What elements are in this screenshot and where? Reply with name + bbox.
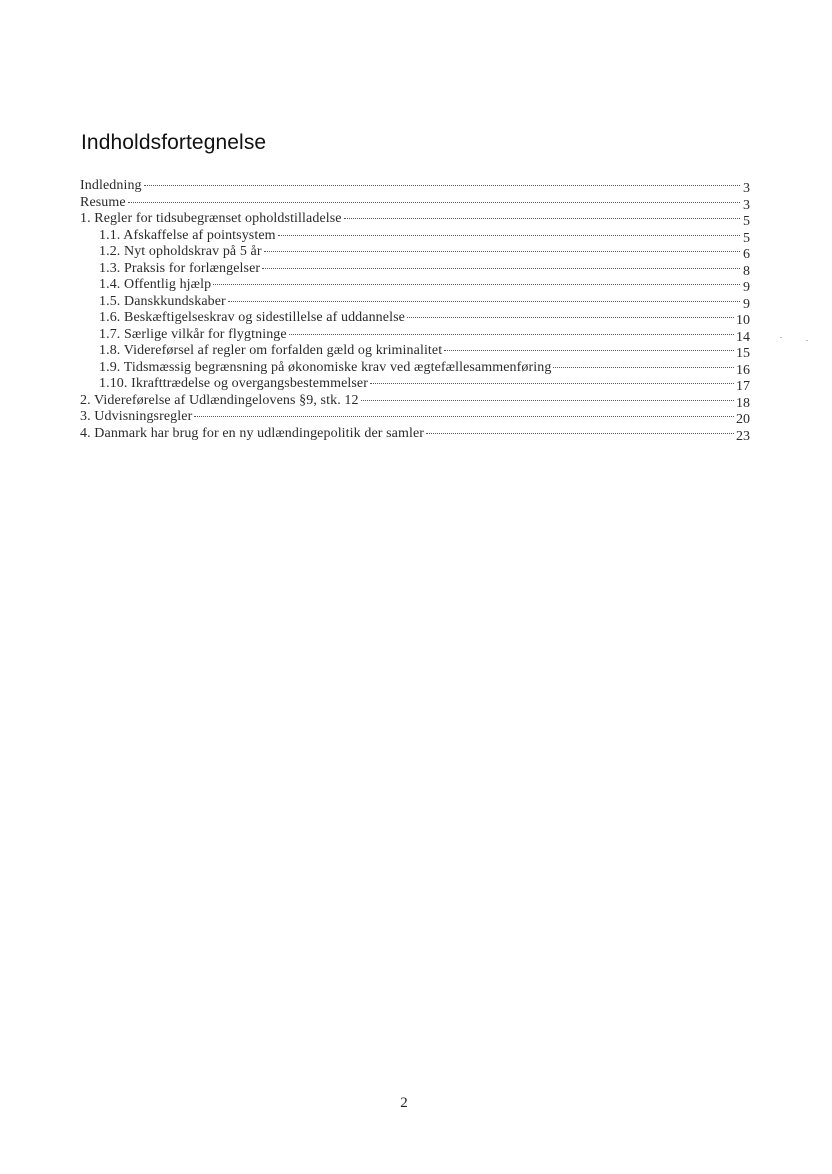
toc-entry-page: 6 — [743, 247, 750, 262]
toc-entry-page: 3 — [743, 197, 750, 213]
toc-entry-page: 20 — [736, 412, 750, 427]
dot-leader — [444, 350, 734, 351]
toc-entry[interactable] — [80, 426, 750, 443]
toc-entry[interactable] — [80, 360, 750, 377]
toc-entry[interactable] — [80, 393, 750, 410]
toc-entry-title: 1.7. Særlige vilkår for flygtninge — [99, 326, 287, 342]
toc-entry[interactable] — [80, 178, 750, 195]
dot-leader — [370, 383, 734, 384]
toc-entry[interactable] — [80, 376, 750, 393]
toc-entry[interactable] — [80, 244, 750, 261]
toc-entry[interactable] — [80, 310, 750, 327]
toc-entry-title: 1.8. Videreførsel af regler om forfalden gæld og kriminalitet — [99, 343, 443, 358]
toc-entry[interactable] — [80, 277, 750, 294]
dot-leader — [264, 251, 740, 252]
toc-entry-page: 9 — [743, 280, 750, 295]
toc-entry-page: 18 — [736, 395, 750, 411]
toc-entry-page: 5 — [743, 230, 750, 246]
dot-leader — [344, 218, 740, 219]
toc-entry-page: 5 — [743, 214, 750, 229]
dot-leader — [361, 400, 734, 401]
toc-entry-title: Indledning — [80, 178, 142, 193]
toc-entry-page: 14 — [736, 329, 750, 345]
toc-entry-page: 15 — [736, 346, 750, 361]
toc-entry-page: 3 — [743, 181, 750, 196]
toc-entry[interactable] — [80, 228, 750, 245]
toc-entry-page: 16 — [736, 362, 750, 378]
toc-entry-title: 1.6. Beskæftigelseskrav og sidestillelse af uddannelse — [99, 310, 405, 325]
toc-entry[interactable] — [80, 211, 750, 228]
toc-entry-title: 1.5. Danskkundskaber — [99, 293, 226, 309]
dot-leader — [407, 317, 734, 318]
page-number: 2 — [400, 1095, 408, 1111]
dot-leader — [228, 301, 740, 302]
dot-leader — [144, 185, 740, 186]
toc-entry-page: 23 — [736, 428, 750, 444]
scan-speck — [806, 340, 808, 341]
dot-leader — [289, 334, 734, 335]
toc-entry-page: 8 — [743, 263, 750, 279]
toc-heading: Indholdsfortegnelse — [81, 131, 267, 154]
dot-leader — [262, 268, 740, 269]
dot-leader — [426, 433, 734, 434]
toc-entry[interactable] — [80, 294, 750, 311]
dot-leader — [194, 416, 734, 417]
toc-entry[interactable] — [80, 409, 750, 426]
toc-entry-title: 1.1. Afskaffelse af pointsystem — [99, 227, 276, 243]
toc-entry-page: 9 — [743, 296, 750, 312]
dot-leader — [278, 235, 740, 236]
toc-entry-title: 1.9. Tidsmæssig begrænsning på økonomiske krav ved ægtefællesammenføring — [99, 359, 552, 375]
dot-leader — [213, 284, 740, 285]
toc-entry-title: 1.2. Nyt opholdskrav på 5 år — [99, 244, 262, 259]
toc-entry[interactable] — [80, 261, 750, 278]
scan-speck — [780, 337, 782, 338]
toc-entry-title: 1.4. Offentlig hjælp — [99, 277, 212, 292]
dot-leader — [553, 367, 734, 368]
toc-entry-title: 3. Udvisningsregler — [80, 409, 193, 424]
toc-entry[interactable] — [80, 343, 750, 360]
toc-entry-title: Resume — [80, 194, 126, 210]
toc-entry[interactable] — [80, 195, 750, 212]
toc-entry-title: 4. Danmark har brug for en ny udlændingepolitik der samler — [80, 425, 425, 441]
toc-entry-title: 1.3. Praksis for forlængelser — [99, 260, 261, 276]
toc-entry-title: 1.10. Ikrafttrædelse og overgangsbestemmelser — [99, 376, 369, 391]
table-of-contents — [80, 178, 750, 442]
toc-entry-page: 10 — [736, 313, 750, 328]
dot-leader — [128, 202, 740, 203]
toc-entry-page: 17 — [736, 379, 750, 394]
toc-entry[interactable] — [80, 327, 750, 344]
toc-entry-title: 1. Regler for tidsubegrænset opholdstilladelse — [80, 211, 342, 226]
toc-entry-title: 2. Videreførelse af Udlændingelovens §9, stk. 12 — [80, 392, 359, 408]
